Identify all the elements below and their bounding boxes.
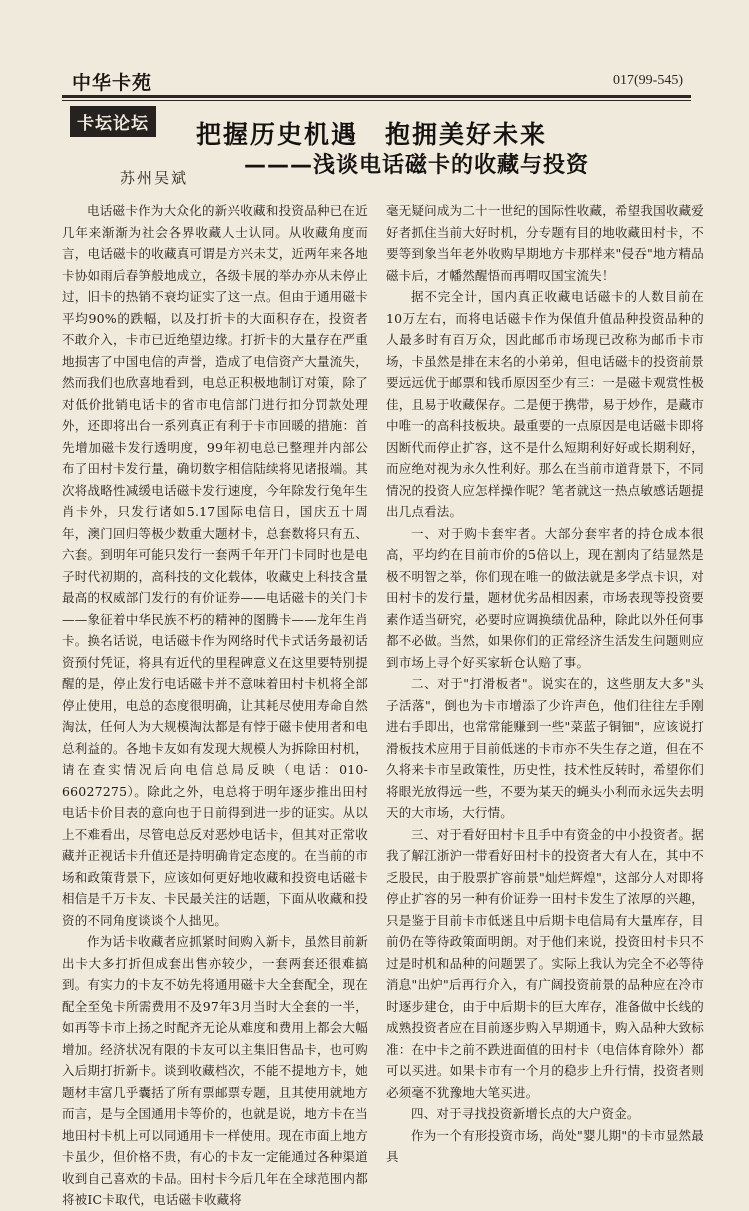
magazine-name: 中华卡苑 — [72, 72, 153, 94]
paragraph: 毫无疑问成为二十一世纪的国际性收藏，希望我国收藏爱好者抓住当前大好时机，分专题有目的地收藏田村卡，不要等到象当年老外收购早期地方卡那样来"侵吞"地方精品磁卡后，才幡然醒悟而再喟叹国宝流失！ — [386, 203, 704, 283]
paragraph: 三、对于看好田村卡且手中有资金的中小投资者。据我了解江浙沪一带看好田村卡的投资者大有人在，其中不乏股民，由于股票扩容前景"灿烂辉煌"，这部分人对即将停止扩容的另一种有价证券一田村卡发生了浓厚的兴趣，只是鉴于目前卡市低迷且中后期卡电信局有大量库存，目前仍在等待政策面明朗。对于他们来说，投资田村卡只不过是时机和品种的问题罢了。实际上我认为完全不必等待消息"出炉"后再行介入，有广阔投资前景的品种应在冷市时逐步建仓，由于中后期卡的巨大库存，准备做中长线的成熟投资者应在目前逐步购入早期通卡，购入品种大致标准：在中卡之前不跌进面值的田村卡（电信体育除外）都可以买进。如果卡市有一个月的稳步上升行情，投资者则必须毫不犹豫地大笔买进。 — [386, 826, 704, 1100]
left-text-column — [62, 200, 368, 1207]
column-tag-badge: 卡坛论坛 — [70, 106, 156, 137]
article-author: 苏州吴斌 — [120, 169, 189, 187]
paragraph: 四、对于寻找投资新增长点的大户资金。 — [411, 1106, 640, 1121]
paragraph: 一、对于购卡套牢者。大部分套牢者的持仓成本很高，平均约在目前市价的5倍以上，现在割肉了结显然是极不明智之举，你们现在唯一的做法就是多学点卡识，对田村卡的发行量，题材优劣品相因素，市场表现等投资要素作适当研究，必要时应调换绩优品种，除此以外任何事都不必做。当然，如果你们的正常经济生活发生问题则应到市场上寻个好买家斩仓认赔了事。 — [386, 525, 704, 670]
paragraph: 据不完全计，国内真正收藏电话磁卡的人数目前在10万左右，而将电话磁卡作为保值升值品种投资品种的人最多时有百万众，因此邮币市场现已改称为邮币卡市场，卡虽然是排在末名的小弟弟，但电话磁卡的投资前景要远远优于邮票和钱币原因至少有三：一是磁卡观赏性极佳，且易于收藏保存。二是便于携带，易于炒作，是藏市中唯一的高科技板块。最重要的一点原因是电话磁卡即将因断代而停止扩容，这不是什么短期利好好或长期利好，而应绝对视为永久性利好。那么在当前市道背景下，不同情况的投资人应怎样操作呢？笔者就这一热点敏感话题提出几点看法。 — [386, 289, 704, 519]
right-text-column — [386, 200, 704, 1164]
paragraph: 电话磁卡作为大众化的新兴收藏和投资品种已在近几年来渐渐为社会各界收藏人士认同。从收藏角度而言，电话磁卡的收藏真可谓是方兴未艾，近两年来各地卡协如雨后春笋般地成立，各级卡展的举办亦从未停止过，旧卡的热销不衰均证实了这一点。但由于通用磁卡平均90%的跌幅，以及打折卡的大面积存在，投资者不敢介入，卡市已近绝望边缘。打折卡的大量存在严重地损害了中国电信的声誉，造成了电信资产大量流失，然而我们也欣喜地看到，电总正积极地制订对策，除了对低价批销电话卡的省市电信部门进行扣分罚款处理外，还即将出台一系列真正有利于卡市回暖的措施：首先增加磁卡发行透明度，99年初电总已整理并内部公布了田村卡发行量，确切数字相信陆续将见诸报端。其次将战略性减缓电话磁卡发行速度，今年除发行兔年生肖卡外，只发行诸如5.17国际电信日，国庆五十周年，澳门回归等极少数重大题材卡，总套数将只有五、六套。到明年可能只发行一套两千年开门卡同时也是电子时代初期的，高科技的文化载体，收藏史上科技含量最高的权威部门发行的有价证券——电话磁卡的关门卡——象征着中华民族不朽的精神的图腾卡——龙年生肖卡。换名话说，电话磁卡作为网络时代卡式话务最初话资预付凭证，将具有近代的里程碑意义在这里要特别提醒的是，停止发行电话磁卡并不意味着田村卡机将全部停止使用，电总的态度很明确，让其耗尽使用寿命自然淘汰，任何人为大规模淘汰都是有悖于磁卡使用者和电总利益的。各地卡友如有发现大规模人为拆除田村机，请在查实情况后向电信总局反映（电话：010-66027275）。除此之外，电总将于明年逐步推出田村电话卡价目表的意向也于日前得到进一步的证实。从以上不难看出，尽管电总反对恶炒电话卡，但其对正常收藏并正视话卡升值还是持明确肯定态度的。在当前的市场和政策背景下，应该如何更好地收藏和投资电话磁卡相信是千万卡友、卡民最关注的话题，下面从收藏和投资的不同角度谈谈个人拙见。 — [62, 203, 368, 928]
article-title: 把握历史机遇 抱拥美好未来 — [196, 120, 548, 149]
header-rule-thick — [62, 95, 691, 98]
paragraph: 二、对于"打滑板者"。说实在的，这些朋友大多"头子活落"，倒也为卡市增添了少许声色，他们往往左手刚进右手即出，也常常能赚到一些"菜蓝子铜钿"，应该说打滑板技术应用于目前低迷的卡市亦不失生存之道，但在不久将来卡市呈政策性，历史性，技术性反转时，希望你们将眼光放得远一些，不要为某天的蝇头小利而永远失去明天的大市场，大行情。 — [386, 676, 704, 820]
paragraph: 作为话卡收藏者应抓紧时间购入新卡，虽然目前新出卡大多打折但成套出售亦较少，一套两套还很难搞到。有实力的卡友不妨先将通用磁卡大全套配全，现在配全至兔卡所需费用不及97年3月当时大全套的一半，如再等卡市上扬之时配齐无论从难度和费用上都会大幅增加。经济状况有限的卡友可以主集旧售品卡，也可购入后期打折新卡。谈到收藏档次，不能不提地方卡，她题材丰富几乎囊括了所有票邮票专题，且其使用就地方而言，是与全国通用卡等价的，也就是说，地方卡在当地田村卡机上可以同通用卡一样使用。现在市面上地方卡虽少，但价格不贵，有心的卡友一定能通过各种渠道收到自己喜欢的卡品。田村卡今后几年在全球范围内都将被IC卡取代，电话磁卡收藏将 — [62, 934, 368, 1207]
article-subtitle: ———浅谈电话磁卡的收藏与投资 — [244, 153, 590, 178]
paragraph: 作为一个有形投资市场，尚处"婴儿期"的卡市显然最具 — [386, 1127, 704, 1164]
issue-code: 017(99-545) — [613, 73, 683, 88]
header-rule-thin — [62, 100, 691, 101]
